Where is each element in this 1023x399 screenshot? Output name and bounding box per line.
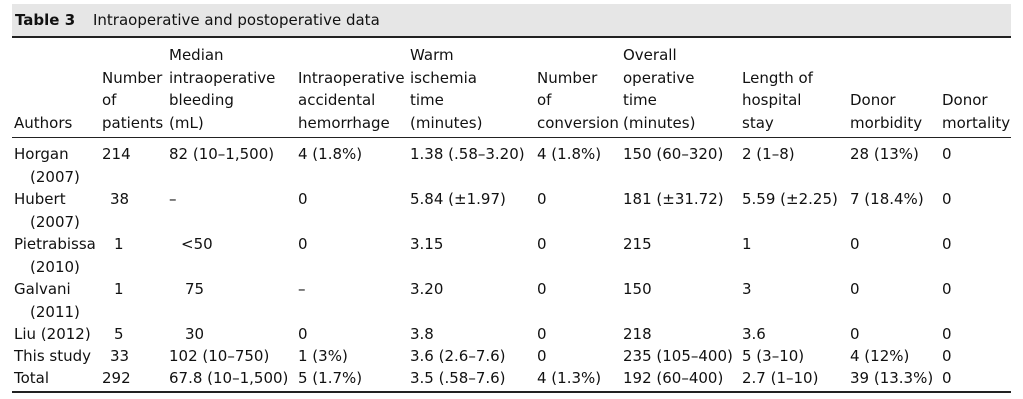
cell-optime: 150 bbox=[623, 280, 652, 298]
cell-stay: 3 bbox=[742, 280, 752, 298]
column-header-conversion bbox=[537, 42, 619, 134]
cell-hemorrhage: 4 (1.8%) bbox=[298, 145, 363, 163]
cell-bleeding: 82 (10–1,500) bbox=[169, 145, 275, 163]
header-line: conversion bbox=[537, 113, 619, 132]
header-line: Overall bbox=[623, 46, 677, 64]
cell-authors bbox=[14, 278, 80, 323]
table-row bbox=[12, 345, 1011, 368]
cell-mortality: 0 bbox=[942, 190, 952, 208]
header-line: stay bbox=[742, 113, 774, 132]
cell-mortality: 0 bbox=[942, 145, 952, 163]
cell-optime: 181 (±31.72) bbox=[623, 190, 724, 208]
header-line: (minutes) bbox=[623, 113, 696, 132]
cell-mortality: 0 bbox=[942, 325, 952, 343]
header-line: ischemia bbox=[410, 68, 477, 87]
header-line: patients bbox=[102, 113, 164, 132]
table-label: Table 3 bbox=[15, 11, 76, 29]
cell-conversion: 0 bbox=[537, 190, 547, 208]
column-header-ischemia bbox=[410, 42, 482, 134]
data-table bbox=[12, 4, 1011, 395]
header-line: mortality bbox=[942, 113, 1011, 132]
cell-authors bbox=[14, 143, 80, 188]
cell-patients: 33 bbox=[110, 347, 130, 365]
header-line: (minutes) bbox=[410, 113, 483, 132]
cell-bleeding: 102 (10–750) bbox=[169, 347, 270, 365]
cell-stay: 1 bbox=[742, 235, 752, 253]
cell-ischemia: 3.20 bbox=[410, 280, 444, 298]
header-line: Donor bbox=[850, 91, 896, 109]
header-line: accidental bbox=[298, 91, 376, 109]
top-rule bbox=[12, 36, 1011, 38]
cell-stay: 3.6 bbox=[742, 325, 766, 343]
cell-conversion: 0 bbox=[537, 235, 547, 253]
column-header-patients bbox=[102, 42, 163, 134]
column-header-authors bbox=[14, 42, 72, 134]
author-line: Liu (2012) bbox=[14, 325, 91, 343]
cell-bleeding: – bbox=[169, 190, 177, 208]
bottom-rule bbox=[12, 391, 1011, 393]
cell-bleeding: 30 bbox=[185, 325, 205, 343]
cell-morbidity: 4 (12%) bbox=[850, 347, 910, 365]
cell-morbidity: 39 (13.3%) bbox=[850, 369, 934, 387]
cell-hemorrhage: 0 bbox=[298, 190, 308, 208]
table-row bbox=[12, 143, 1011, 188]
cell-patients: 292 bbox=[102, 369, 131, 387]
cell-ischemia: 5.84 (±1.97) bbox=[410, 190, 506, 208]
header-line: Number bbox=[102, 68, 163, 87]
cell-conversion: 0 bbox=[537, 280, 547, 298]
cell-hemorrhage: 0 bbox=[298, 235, 308, 253]
table-row bbox=[12, 367, 1011, 390]
author-line: Total bbox=[14, 369, 50, 387]
author-line: Horgan bbox=[14, 145, 69, 163]
table-row bbox=[12, 233, 1011, 278]
cell-authors bbox=[14, 323, 91, 346]
cell-authors bbox=[14, 188, 80, 233]
table-title: Intraoperative and postoperative data bbox=[93, 11, 380, 29]
header-line: of bbox=[537, 91, 552, 109]
cell-patients: 1 bbox=[114, 235, 124, 253]
header-line: Warm bbox=[410, 46, 454, 64]
header-line: intraoperative bbox=[169, 68, 276, 87]
header-line: Donor bbox=[942, 91, 988, 109]
author-line: Galvani bbox=[14, 280, 71, 298]
header-line: of bbox=[102, 91, 117, 109]
cell-bleeding: <50 bbox=[181, 235, 213, 253]
author-line: (2007) bbox=[30, 167, 80, 186]
cell-morbidity: 7 (18.4%) bbox=[850, 190, 924, 208]
cell-conversion: 4 (1.3%) bbox=[537, 369, 602, 387]
cell-optime: 218 bbox=[623, 325, 652, 343]
cell-hemorrhage: – bbox=[298, 280, 306, 298]
cell-conversion: 4 (1.8%) bbox=[537, 145, 602, 163]
cell-morbidity: 0 bbox=[850, 280, 860, 298]
cell-authors bbox=[14, 233, 96, 278]
cell-conversion: 0 bbox=[537, 325, 547, 343]
cell-optime: 192 (60–400) bbox=[623, 369, 724, 387]
cell-ischemia: 3.15 bbox=[410, 235, 444, 253]
cell-stay: 2.7 (1–10) bbox=[742, 369, 819, 387]
cell-conversion: 0 bbox=[537, 347, 547, 365]
header-line: Median bbox=[169, 46, 224, 64]
cell-ischemia: 3.5 (.58–7.6) bbox=[410, 369, 506, 387]
cell-morbidity: 0 bbox=[850, 325, 860, 343]
column-header-hemorrhage bbox=[298, 42, 405, 134]
cell-patients: 1 bbox=[114, 280, 124, 298]
cell-hemorrhage: 1 (3%) bbox=[298, 347, 348, 365]
column-header-optime bbox=[623, 42, 695, 134]
header-line: Intraoperative bbox=[298, 68, 405, 87]
cell-optime: 215 bbox=[623, 235, 652, 253]
header-line: time bbox=[410, 91, 444, 109]
header-line: (mL) bbox=[169, 113, 204, 132]
table-row bbox=[12, 323, 1011, 346]
header-line: Authors bbox=[14, 113, 73, 132]
cell-patients: 5 bbox=[114, 325, 124, 343]
header-line: Number bbox=[537, 68, 598, 87]
cell-hemorrhage: 0 bbox=[298, 325, 308, 343]
table-caption bbox=[12, 4, 1011, 36]
author-line: Pietrabissa bbox=[14, 235, 96, 253]
author-line: (2010) bbox=[30, 257, 80, 276]
cell-mortality: 0 bbox=[942, 347, 952, 365]
author-line: Hubert bbox=[14, 190, 66, 208]
cell-morbidity: 28 (13%) bbox=[850, 145, 919, 163]
header-line: hemorrhage bbox=[298, 113, 390, 132]
cell-patients: 38 bbox=[110, 190, 130, 208]
cell-ischemia: 3.8 bbox=[410, 325, 434, 343]
table-row bbox=[12, 188, 1011, 233]
header-line: morbidity bbox=[850, 113, 923, 132]
cell-mortality: 0 bbox=[942, 235, 952, 253]
author-line: (2007) bbox=[30, 212, 80, 231]
header-rule bbox=[12, 137, 1011, 138]
column-header-mortality bbox=[942, 42, 1010, 134]
header-line: bleeding bbox=[169, 91, 234, 109]
cell-bleeding: 67.8 (10–1,500) bbox=[169, 369, 289, 387]
cell-authors bbox=[14, 367, 49, 390]
cell-stay: 5.59 (±2.25) bbox=[742, 190, 838, 208]
table-row bbox=[12, 278, 1011, 323]
cell-ischemia: 1.38 (.58–3.20) bbox=[410, 145, 525, 163]
header-line: hospital bbox=[742, 91, 802, 109]
cell-mortality: 0 bbox=[942, 280, 952, 298]
header-line: Length of bbox=[742, 68, 813, 87]
cell-stay: 5 (3–10) bbox=[742, 347, 805, 365]
cell-optime: 150 (60–320) bbox=[623, 145, 724, 163]
column-header-morbidity bbox=[850, 42, 922, 134]
cell-authors bbox=[14, 345, 91, 368]
cell-hemorrhage: 5 (1.7%) bbox=[298, 369, 363, 387]
header-line: operative bbox=[623, 68, 695, 87]
cell-ischemia: 3.6 (2.6–7.6) bbox=[410, 347, 506, 365]
column-header-bleeding bbox=[169, 42, 275, 134]
cell-bleeding: 75 bbox=[185, 280, 205, 298]
author-line: (2011) bbox=[30, 302, 80, 321]
cell-patients: 214 bbox=[102, 145, 131, 163]
header-line: time bbox=[623, 91, 657, 109]
author-line: This study bbox=[14, 347, 92, 365]
cell-optime: 235 (105–400) bbox=[623, 347, 733, 365]
cell-mortality: 0 bbox=[942, 369, 952, 387]
cell-stay: 2 (1–8) bbox=[742, 145, 795, 163]
cell-morbidity: 0 bbox=[850, 235, 860, 253]
column-header-stay bbox=[742, 42, 813, 134]
